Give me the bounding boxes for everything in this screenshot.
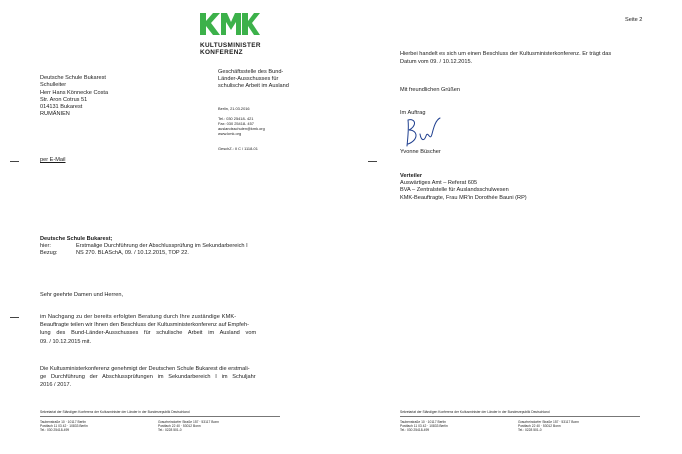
verteiler-item: Auswärtiges Amt – Referat 605 (400, 180, 478, 186)
contact-block (218, 116, 265, 136)
logo-text-line1: KULTUSMINISTER (200, 42, 261, 49)
footer-line: Tel.: 0228 501-0 (518, 428, 542, 433)
subject-hier-label: hier: (40, 243, 51, 249)
delivery-method: per E-Mail (40, 157, 66, 163)
page-number: Seite 2 (625, 17, 643, 23)
closing: Mit freundlichen Grüßen (400, 87, 461, 93)
footer-line: Taubenstraße 10 · 10117 Berlin (40, 420, 86, 424)
im-auftrag: Im Auftrag (400, 110, 426, 116)
footer-title: Sekretariat der Ständigen Konferenz der Kultusminister der Länder in der Bundesrepublik Deutschland (40, 410, 190, 414)
subject-hier-text: Erstmalige Durchführung der Abschlussprüfung im Sekundarbereich I (76, 243, 248, 249)
body-paragraph-1 (40, 313, 278, 346)
body-line: Hierbei handelt es sich um einen Beschluss der Kultusministerkonferenz. Er trägt das (400, 51, 612, 57)
footer-line: Postfach 22 40 · 53012 Bonn (158, 424, 201, 429)
body-line: 2016 / 2017. (40, 382, 72, 389)
footer-address-berlin (40, 420, 88, 433)
body-line: 09. / 10.12.2015 mit. (40, 338, 91, 345)
body-paragraph-2 (40, 365, 278, 390)
footer-divider (400, 416, 640, 417)
verteiler-item: KMK-Beauftragte, Frau MR'in Dorothée Bauni (RP) (400, 194, 527, 201)
signer-name: Yvonne Büscher (400, 149, 441, 155)
subject-bezug-text: NS 270. BLASchA, 09. / 10.12.2015, TOP 22. (76, 250, 189, 256)
recipient-line: 014131 Bukarest (40, 104, 83, 111)
fold-mark (368, 161, 377, 162)
footer-line: Tel.: 030 25418-499 (40, 428, 70, 433)
footer-address-bonn (158, 420, 219, 433)
signature (400, 116, 444, 150)
recipient-line: RUMÄNIEN (40, 111, 70, 118)
office-name-line: Geschäftsstelle des Bund- (218, 69, 284, 75)
office-name-line: schulische Arbeit im Ausland (218, 83, 289, 89)
body-line: im Nachgang zu der bereits erfolgten Beratung durch Ihre zuständige KMK- (40, 314, 237, 320)
footer-line: Postfach 11 03 42 · 10833 Berlin (400, 424, 448, 429)
body-line: Datum vom 09. / 10.12.2015. (400, 59, 473, 66)
reference-number: GeschZ.: II C / 1118-01 (218, 146, 258, 151)
recipient-line: Herr Hans Könnecke Costa (40, 89, 109, 96)
body-line: ge Durchführung der Abschlussprüfungen im Sekundarbereich I im Schuljahr (40, 374, 256, 381)
body-line: Beauftragte teilen wir Ihnen den Beschluss der Kultusministerkonferenz auf Empfeh- (40, 322, 249, 329)
subject-bezug-label: Bezug: (40, 250, 58, 256)
recipient-address (40, 75, 108, 119)
contact-web: www.kmk.org (218, 131, 242, 136)
footer-title: Sekretariat der Ständigen Konferenz der Kultusminister der Länder in der Bundesrepublik Deutschland (400, 410, 550, 414)
kmk-logo (200, 13, 261, 56)
page2-paragraph (400, 50, 611, 66)
footer-line: Graurheindorfer Straße 157 · 53117 Bonn (518, 420, 579, 424)
office-name (218, 69, 289, 90)
footer-line: Tel.: 030 25418-499 (400, 428, 430, 433)
place-date: Berlin, 21.03.2016 (218, 106, 250, 111)
verteiler-item: BVA – Zentralstelle für Auslandsschulwesen (400, 187, 509, 194)
footer-address-bonn (518, 420, 579, 433)
recipient-line: Deutsche Schule Bukarest (40, 75, 106, 81)
footer-line: Tel.: 0228 501-0 (158, 428, 182, 433)
body-line: Die Kultusministerkonferenz genehmigt der Deutschen Schule Bukarest die erstmali- (40, 366, 250, 372)
footer-line: Postfach 22 40 · 53012 Bonn (518, 424, 561, 429)
subject-heading: Deutsche Schule Bukarest; (40, 236, 113, 242)
footer-address-berlin (400, 420, 448, 433)
body-line: lung des Bund-Länder-Ausschusses für schulische Arbeit im Ausland vom (40, 330, 257, 337)
contact-tel: Tel.: 030 25418- 421 (218, 116, 254, 121)
recipient-line: Str. Aron Cotrus 51 (40, 96, 88, 103)
recipient-line: Schulleiter (40, 82, 67, 89)
office-name-line: Länder-Ausschusses für (218, 76, 279, 82)
footer-line: Postfach 11 03 42 · 10833 Berlin (40, 424, 88, 429)
verteiler-heading: Verteiler (400, 173, 423, 179)
fold-mark (10, 317, 19, 318)
contact-email: auslandsschulen@kmk.org (218, 126, 265, 131)
contact-fax: Fax: 030 25418- 457 (218, 121, 254, 126)
fold-mark (10, 161, 19, 162)
verteiler-list (400, 180, 527, 202)
footer-line: Graurheindorfer Straße 157 · 53117 Bonn (158, 420, 219, 424)
logo-text-line2: KONFERENZ (200, 49, 243, 56)
footer-line: Taubenstraße 10 · 10117 Berlin (400, 420, 446, 424)
salutation: Sehr geehrte Damen und Herren, (40, 292, 124, 298)
footer-divider (40, 416, 280, 417)
kmk-logo-mark (200, 13, 260, 35)
